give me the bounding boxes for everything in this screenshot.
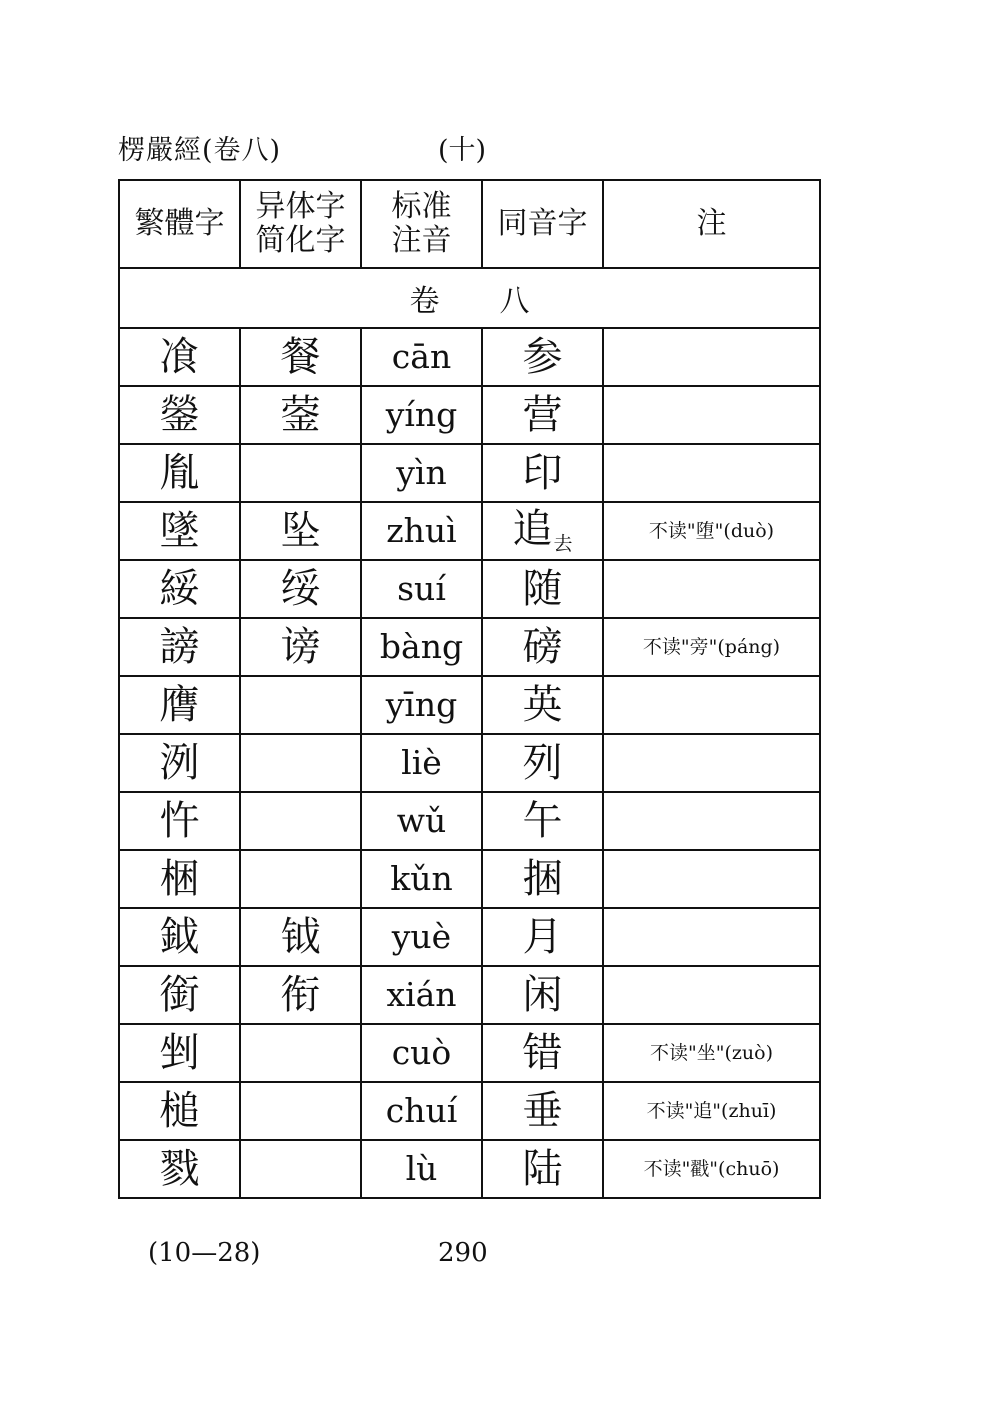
page-number: 290	[438, 1238, 488, 1268]
cell-variant	[240, 1082, 361, 1140]
cell-pinyin-text: wǔ	[396, 801, 447, 840]
cell-variant	[240, 560, 361, 618]
cell-variant	[240, 966, 361, 1024]
table-row	[119, 444, 820, 502]
cell-pinyin-text: bàng	[379, 627, 464, 666]
cell-traditional-text: 洌	[159, 740, 200, 786]
cell-traditional-text: 槌	[159, 1088, 200, 1134]
column-header-standard-line2: 注音	[391, 222, 452, 258]
cell-note	[603, 676, 820, 734]
cell-homophone	[482, 1082, 603, 1140]
cell-pinyin-text: zhuì	[386, 511, 457, 550]
cell-pinyin	[361, 560, 482, 618]
cell-note	[603, 502, 820, 560]
cell-homophone	[482, 386, 603, 444]
cell-variant	[240, 792, 361, 850]
cell-traditional-text: 銜	[159, 972, 200, 1018]
cell-homophone-text: 闲	[522, 972, 563, 1018]
section-row	[119, 268, 820, 328]
cell-traditional	[119, 1024, 240, 1082]
cell-pinyin-text: chuí	[385, 1091, 458, 1130]
cell-homophone	[482, 792, 603, 850]
cell-note-text: 不读"戳"(chuō)	[643, 1158, 780, 1180]
cell-homophone	[482, 676, 603, 734]
table-row	[119, 1024, 820, 1082]
cell-homophone	[482, 618, 603, 676]
cell-pinyin	[361, 966, 482, 1024]
cell-pinyin-text: cān	[391, 337, 452, 376]
tone-mark: 去	[553, 532, 573, 555]
cell-variant	[240, 502, 361, 560]
cell-pinyin-text: liè	[401, 743, 442, 782]
cell-variant	[240, 1024, 361, 1082]
cell-homophone-text: 随	[522, 566, 563, 612]
table-row	[119, 618, 820, 676]
table-row	[119, 792, 820, 850]
cell-homophone-text: 陆	[522, 1146, 563, 1192]
cell-variant	[240, 850, 361, 908]
column-header-traditional: 繁體字	[119, 180, 240, 268]
cell-traditional	[119, 502, 240, 560]
table-header-row	[119, 180, 820, 268]
cell-note	[603, 560, 820, 618]
cell-pinyin-text: yuè	[391, 917, 452, 956]
table-row	[119, 966, 820, 1024]
column-header-variant-line2: 简化字	[255, 222, 346, 258]
cell-traditional	[119, 792, 240, 850]
cell-traditional	[119, 1082, 240, 1140]
cell-homophone-text: 月	[522, 914, 563, 960]
cell-traditional	[119, 676, 240, 734]
cell-note	[603, 618, 820, 676]
cell-homophone-text: 参	[522, 334, 563, 380]
cell-traditional	[119, 1140, 240, 1198]
cell-variant	[240, 618, 361, 676]
cell-pinyin	[361, 618, 482, 676]
cell-note	[603, 1024, 820, 1082]
page-title: 楞嚴經(卷八)	[118, 135, 282, 166]
cell-note	[603, 850, 820, 908]
cell-note-text: 不读"旁"(páng)	[642, 636, 781, 658]
cell-variant	[240, 1140, 361, 1198]
cell-pinyin	[361, 444, 482, 502]
cell-pinyin	[361, 792, 482, 850]
cell-pinyin	[361, 1082, 482, 1140]
cell-pinyin	[361, 850, 482, 908]
table-row	[119, 560, 820, 618]
table-row	[119, 1140, 820, 1198]
table-row	[119, 908, 820, 966]
cell-pinyin-text: yíng	[385, 395, 458, 434]
cell-traditional-text: 綏	[159, 566, 200, 612]
cell-note	[603, 386, 820, 444]
cell-traditional	[119, 908, 240, 966]
cell-variant-text: 绥	[280, 566, 321, 612]
cell-homophone	[482, 1140, 603, 1198]
cell-note	[603, 1140, 820, 1198]
cell-pinyin-text: kǔn	[390, 859, 453, 898]
cell-traditional-text: 剉	[159, 1030, 200, 1076]
cell-pinyin-text: lù	[405, 1149, 438, 1188]
column-header-note: 注	[603, 180, 820, 268]
cell-traditional	[119, 328, 240, 386]
cell-homophone-text: 磅	[522, 624, 563, 670]
cell-note	[603, 444, 820, 502]
cell-pinyin-text: xián	[386, 975, 457, 1014]
cell-variant-text: 蓥	[280, 392, 321, 438]
cell-note	[603, 792, 820, 850]
cell-homophone	[482, 502, 603, 560]
cell-traditional	[119, 734, 240, 792]
cell-traditional	[119, 966, 240, 1024]
cell-pinyin-text: cuò	[391, 1033, 452, 1072]
cell-variant	[240, 386, 361, 444]
table-row	[119, 1082, 820, 1140]
cell-variant	[240, 908, 361, 966]
cell-variant	[240, 734, 361, 792]
cell-homophone-text: 追	[512, 505, 553, 552]
cell-traditional	[119, 618, 240, 676]
cell-traditional	[119, 386, 240, 444]
table-row	[119, 328, 820, 386]
footer-code: (10—28)	[148, 1238, 261, 1268]
cell-homophone-text: 列	[522, 740, 563, 786]
cell-traditional-text: 墜	[159, 508, 200, 554]
cell-homophone-text: 印	[522, 450, 563, 496]
section-label: 卷八	[119, 268, 820, 328]
cell-variant-text: 坠	[280, 508, 321, 554]
cell-pinyin	[361, 502, 482, 560]
cell-note	[603, 908, 820, 966]
table-row	[119, 502, 820, 560]
cell-homophone	[482, 444, 603, 502]
column-header-standard-line1: 标准	[391, 188, 452, 224]
table-row	[119, 676, 820, 734]
cell-traditional-text: 謗	[159, 624, 200, 670]
cell-traditional	[119, 850, 240, 908]
cell-variant	[240, 328, 361, 386]
cell-pinyin-text: suí	[397, 569, 446, 608]
cell-traditional-text: 鎣	[159, 392, 200, 438]
column-header-variant	[240, 180, 361, 268]
cell-homophone	[482, 734, 603, 792]
cell-homophone-text: 英	[522, 682, 563, 728]
cell-traditional-text: 戮	[159, 1146, 200, 1192]
cell-traditional-text: 胤	[159, 450, 200, 496]
cell-note	[603, 734, 820, 792]
table-row	[119, 386, 820, 444]
column-header-variant-line1: 异体字	[255, 188, 346, 224]
cell-pinyin	[361, 1140, 482, 1198]
table-row	[119, 850, 820, 908]
cell-pinyin	[361, 676, 482, 734]
cell-homophone-text: 错	[522, 1030, 563, 1076]
cell-traditional-text: 忤	[159, 798, 200, 844]
cell-pinyin	[361, 328, 482, 386]
cell-note-text: 不读"堕"(duò)	[648, 520, 775, 542]
table-row	[119, 734, 820, 792]
pronunciation-table	[118, 179, 821, 1199]
cell-note	[603, 966, 820, 1024]
cell-variant-text: 钺	[280, 914, 321, 960]
column-header-standard-pinyin	[361, 180, 482, 268]
cell-homophone	[482, 850, 603, 908]
cell-note	[603, 1082, 820, 1140]
cell-pinyin	[361, 734, 482, 792]
cell-variant-text: 谤	[280, 624, 321, 670]
cell-variant-text: 衔	[280, 972, 321, 1018]
cell-homophone-text: 午	[522, 798, 563, 844]
cell-homophone	[482, 966, 603, 1024]
cell-homophone-text: 垂	[522, 1088, 563, 1134]
cell-homophone	[482, 328, 603, 386]
cell-traditional	[119, 560, 240, 618]
cell-traditional-text: 梱	[159, 856, 200, 902]
section-number: (十)	[438, 135, 487, 166]
cell-variant	[240, 444, 361, 502]
column-header-homophone: 同音字	[482, 180, 603, 268]
cell-homophone	[482, 560, 603, 618]
cell-note-text: 不读"追"(zhuī)	[646, 1100, 777, 1122]
cell-pinyin	[361, 908, 482, 966]
cell-pinyin	[361, 1024, 482, 1082]
cell-pinyin-text: yìn	[396, 453, 447, 492]
cell-traditional-text: 膺	[159, 682, 200, 728]
cell-homophone	[482, 1024, 603, 1082]
cell-traditional	[119, 444, 240, 502]
cell-note	[603, 328, 820, 386]
cell-pinyin	[361, 386, 482, 444]
cell-traditional-text: 鉞	[159, 914, 200, 960]
cell-homophone-text: 营	[522, 392, 563, 438]
cell-homophone-text: 捆	[522, 856, 563, 902]
cell-variant	[240, 676, 361, 734]
cell-homophone	[482, 908, 603, 966]
cell-variant-text: 餐	[280, 334, 321, 380]
cell-pinyin-text: yīng	[385, 685, 458, 724]
cell-note-text: 不读"坐"(zuò)	[650, 1042, 773, 1064]
cell-traditional-text: 飡	[159, 334, 200, 380]
